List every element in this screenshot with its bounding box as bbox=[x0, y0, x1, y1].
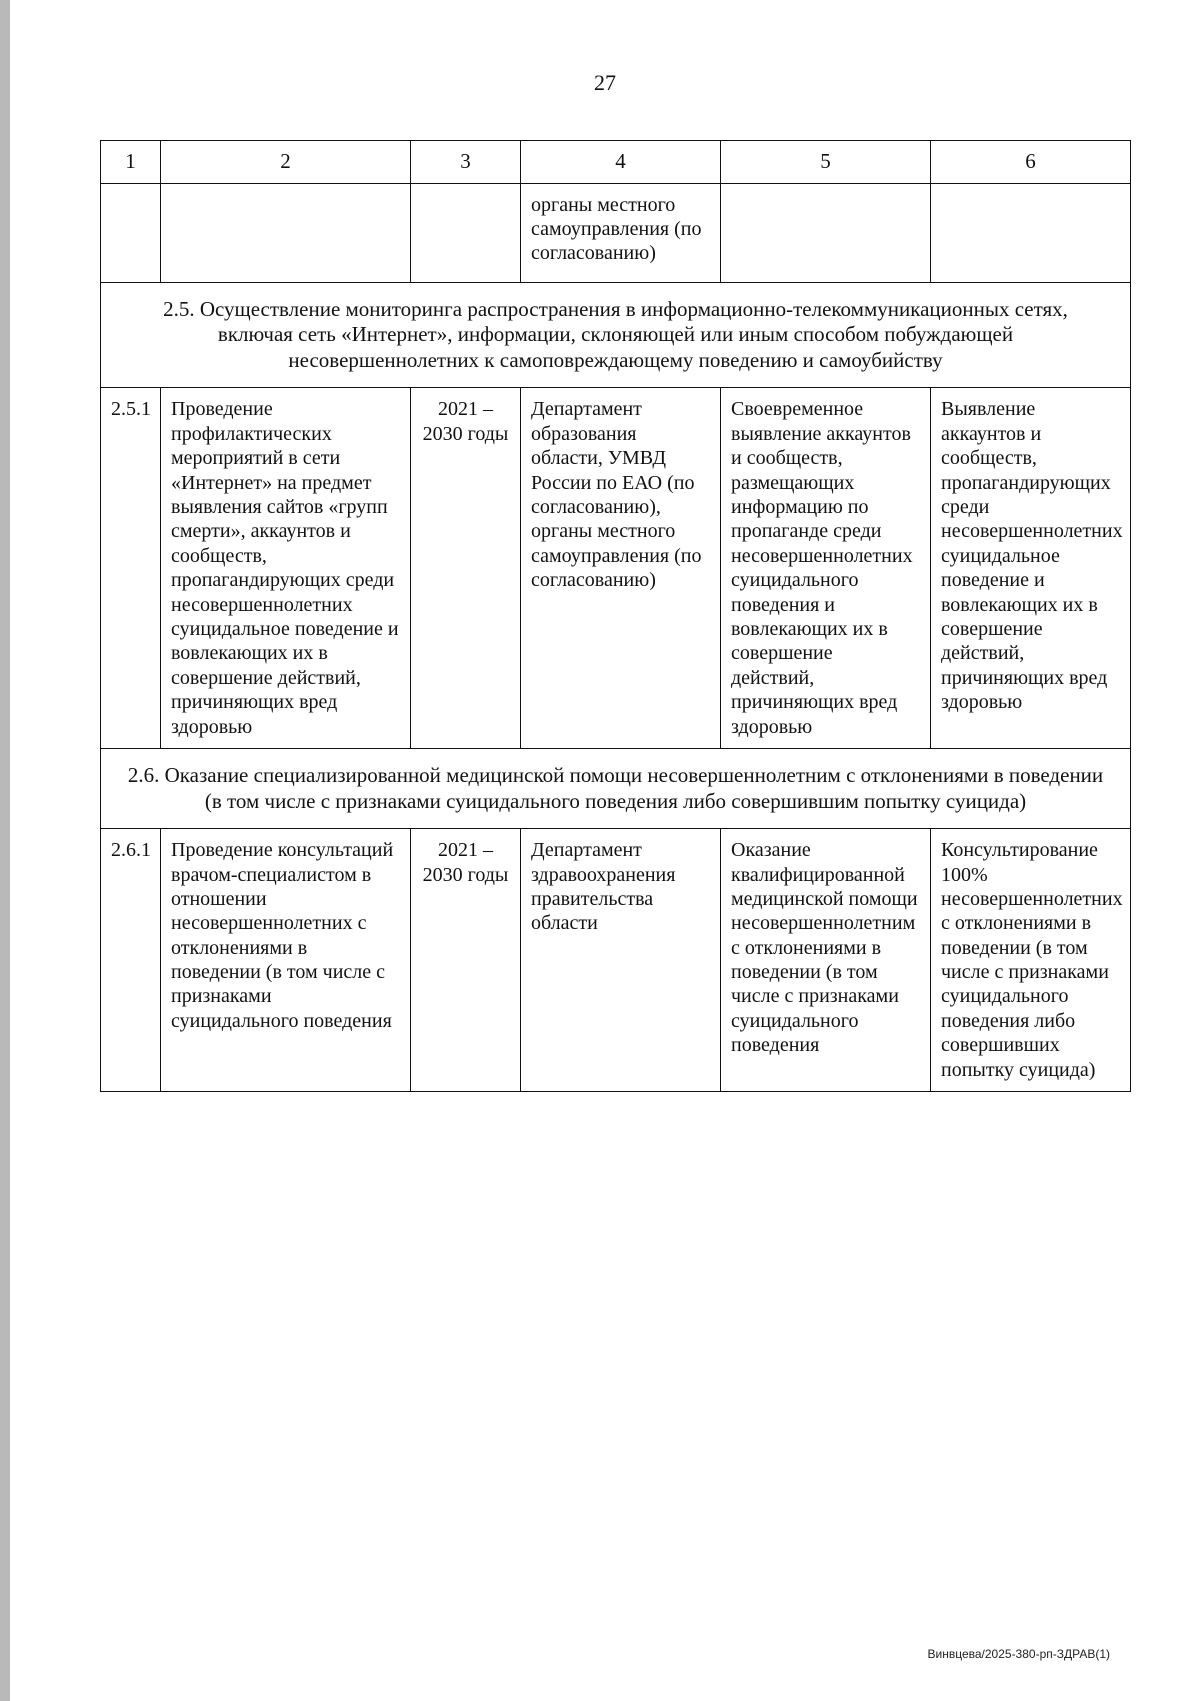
table-row-continuation bbox=[101, 183, 1131, 282]
column-header-5: 5 bbox=[721, 141, 931, 184]
table-cell-empty bbox=[101, 183, 161, 282]
table-cell-measure: Проведение профилактических мероприятий в сети «Интернет» на предмет выявления сайтов «групп смерти», аккаунтов и сообществ, пропагандирующих среди несовершеннолетних суицидальное поведение и вовлекающих их в совершение действий, причиняющих вред здоровью bbox=[161, 388, 411, 748]
table-header-row bbox=[101, 141, 1131, 184]
measures-table bbox=[100, 140, 1131, 1092]
document-page bbox=[10, 0, 1200, 1701]
table-cell-expected-result: Своевременное выявление аккаунтов и сообществ, размещающих информацию по пропаганде среди несовершеннолетних суицидального поведения и вовлекающих их в совершение действий, причиняющих вред здоровью bbox=[721, 388, 931, 748]
section-heading-2-5: 2.5. Осуществление мониторинга распространения в информационно-телекоммуникационных сетях, включая сеть «Интернет», информации, склоняющей или иным способом побуждающей несовершеннолетних к самоповреждающему поведению и самоубийству bbox=[101, 282, 1131, 388]
section-heading-2-6: 2.6. Оказание специализированной медицинской помощи несовершеннолетним с отклонениями в поведении (в том числе с признаками суицидального поведения либо совершившим попытку суицида) bbox=[101, 748, 1131, 828]
table-cell-expected-result: Оказание квалифицированной медицинской помощи несовершеннолетним с отклонениями в поведении (в том числе с признаками суицидального поведения bbox=[721, 829, 931, 1092]
table-cell-empty bbox=[161, 183, 411, 282]
column-header-6: 6 bbox=[931, 141, 1131, 184]
section-row-2-6 bbox=[101, 748, 1131, 828]
column-header-1: 1 bbox=[101, 141, 161, 184]
table-cell-empty bbox=[721, 183, 931, 282]
table-cell-executors: органы местного самоуправления (по согласованию) bbox=[521, 183, 721, 282]
table-cell-indicator: Выявление аккаунтов и сообществ, пропагандирующих среди несовершеннолетних суицидальное поведение и вовлекающих их в совершение действий, причиняющих вред здоровью bbox=[931, 388, 1131, 748]
table-row-2-6-1 bbox=[101, 829, 1131, 1092]
table-cell-executors: Департамент образования области, УМВД России по ЕАО (по согласованию), органы местного самоуправления (по согласованию) bbox=[521, 388, 721, 748]
page-number: 27 bbox=[594, 70, 616, 95]
table-cell-empty bbox=[931, 183, 1131, 282]
table-row-2-5-1 bbox=[101, 388, 1131, 748]
table-cell-indicator: Консультирование 100% несовершеннолетних с отклонениями в поведении (в том числе с признаками суицидального поведения либо совершивших попытку суицида) bbox=[931, 829, 1131, 1092]
document-code: Винвцева/2025-380-рп-ЗДРАВ(1) bbox=[927, 1647, 1110, 1661]
scan-edge bbox=[0, 0, 10, 1701]
section-row-2-5 bbox=[101, 282, 1131, 388]
table-cell-item-number: 2.6.1 bbox=[101, 829, 161, 1092]
table-cell-period: 2021 – 2030 годы bbox=[411, 388, 521, 748]
table-cell-executors: Департамент здравоохранения правительства области bbox=[521, 829, 721, 1092]
column-header-3: 3 bbox=[411, 141, 521, 184]
column-header-4: 4 bbox=[521, 141, 721, 184]
table-cell-empty bbox=[411, 183, 521, 282]
table-cell-measure: Проведение консультаций врачом-специалистом в отношении несовершеннолетних с отклонениями в поведении (в том числе с признаками суицидального поведения bbox=[161, 829, 411, 1092]
column-header-2: 2 bbox=[161, 141, 411, 184]
table-cell-item-number: 2.5.1 bbox=[101, 388, 161, 748]
table-cell-period: 2021 – 2030 годы bbox=[411, 829, 521, 1092]
